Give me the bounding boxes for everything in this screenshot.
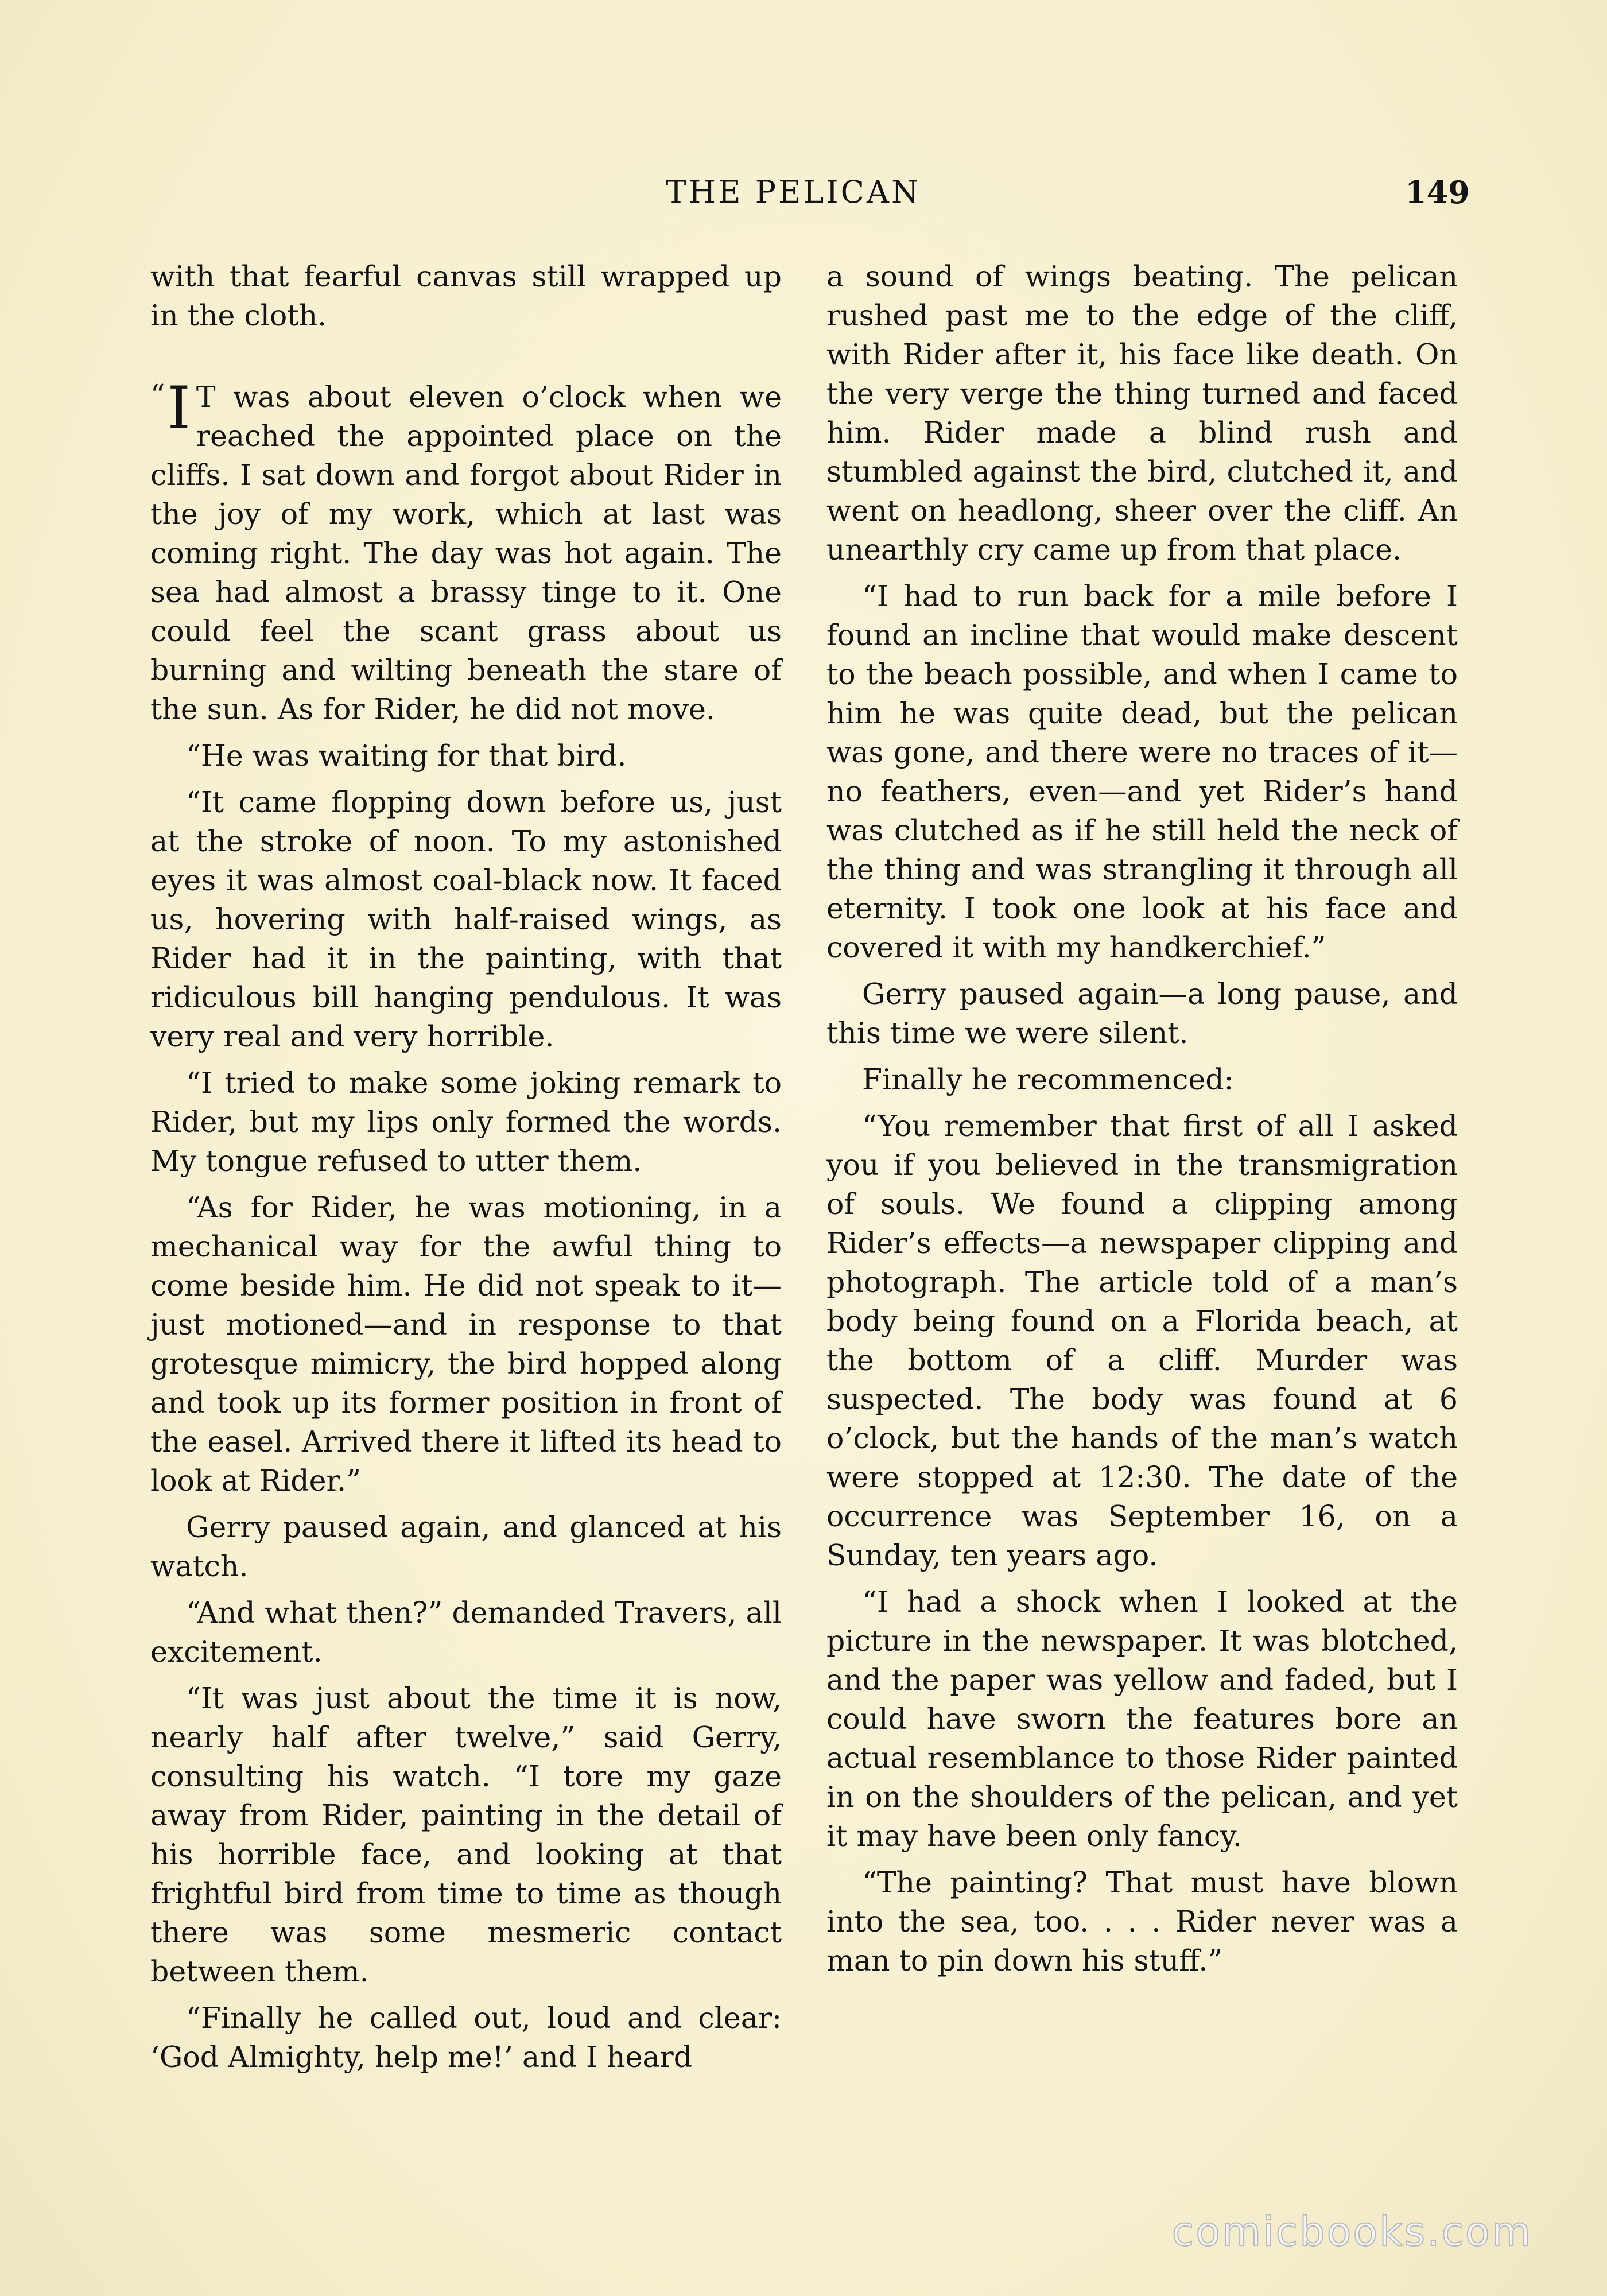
drop-cap: I: [167, 374, 191, 443]
paragraph: “It came flopping down before us, just at the stroke of noon. To my astonished eyes it was almost coal-black now. It faced us, hovering with half-raised wings, as Rider had it in the painting, with that ridiculous bill hanging pendulous. It was very real and very horrible.: [150, 785, 782, 1053]
page-number: 149: [1405, 174, 1470, 211]
paragraph: a sound of wings beating. The pelican rushed past me to the edge of the cliff, with Rider after it, his face like death. On the very verge the thing turned and faced him. Rider made a blind rush and stumbled against the bird, clutched it, and went on headlong, sheer over the cliff. An unearthly cry came up from that place.: [826, 259, 1458, 567]
paragraph: Gerry paused again—a long pause, and this time we were silent.: [826, 977, 1458, 1050]
opening-quote-mark: “: [150, 378, 165, 412]
paragraph: “It was just about the time it is now, nearly half after twelve,” said Gerry, consulting his watch. “I tore my gaze away from Rider, painting in the detail of his horrible face, and looking at that frightful bird from time to time as though there was some mesmeric contact between them.: [150, 1681, 782, 1988]
running-header: [0, 169, 1607, 215]
paragraph: “I had to run back for a mile before I found an incline that would make descent to the beach possible, and when I came to him he was quite dead, but the pelican was gone, and there were no traces of it—no feathers, even—and yet Rider’s hand was clutched as if he still held the neck of the thing and was strangling it through all eternity. I took one look at his face and covered it with my handkerchief.”: [826, 579, 1458, 964]
paragraph: “You remember that first of all I asked you if you believed in the transmigration of souls. We found a clipping among Rider’s effects—a newspaper clipping and photograph. The article told of a man’s body being found on a Florida beach, at the bottom of a cliff. Murder was suspected. The body was found at 6 o’clock, but the hands of the man’s watch were stopped at 12:30. The date of the occurrence was September 16, on a Sunday, ten years ago.: [826, 1109, 1458, 1572]
right-column: [826, 257, 1458, 1988]
paragraph: “He was waiting for that bird.: [186, 739, 627, 773]
paragraph: “I tried to make some joking remark to Rider, but my lips only formed the words. My tongue refused to utter them.: [150, 1066, 782, 1178]
section-start-paragraph: [150, 374, 782, 729]
paragraph: “Finally he called out, loud and clear: ‘God Almighty, help me!’ and I heard: [150, 2001, 782, 2074]
left-column: [150, 257, 782, 2084]
paragraph: “I had a shock when I looked at the picture in the newspaper. It was blotched, and the paper was yellow and faded, but I could have sworn the features bore an actual resemblance to those Rider painted in on the shoulders of the pelican, and yet it may have been only fancy.: [826, 1585, 1458, 1853]
paragraph: “And what then?” demanded Travers, all excitement.: [150, 1596, 782, 1669]
paragraph: Finally he recommenced:: [862, 1062, 1234, 1096]
paragraph-text: T was about eleven o’clock when we reached the appointed place on the cliffs. I sat down and forgot about Rider in the joy of my work, which at last was coming right. The day was hot again. The sea had almost a brassy tinge to it. One could feel the scant grass about us burning and wilting beneath the stare of the sun. As for Rider, he did not move.: [150, 380, 782, 726]
site-watermark: comicbooks.com: [1171, 2208, 1532, 2255]
paragraph: with that fearful canvas still wrapped up in the cloth.: [150, 259, 782, 332]
paragraph: Gerry paused again, and glanced at his watch.: [150, 1510, 782, 1583]
running-title: THE PELICAN: [666, 174, 921, 210]
paragraph: “As for Rider, he was motioning, in a mechanical way for the awful thing to come beside him. He did not speak to it—just motioned—and in response to that grotesque mimicry, the bird hopped along and took up its former position in front of the easel. Arrived there it lifted its head to look at Rider.”: [150, 1190, 782, 1498]
paragraph: “The painting? That must have blown into the sea, too. . . . Rider never was a man to pin down his stuff.”: [826, 1865, 1458, 1977]
